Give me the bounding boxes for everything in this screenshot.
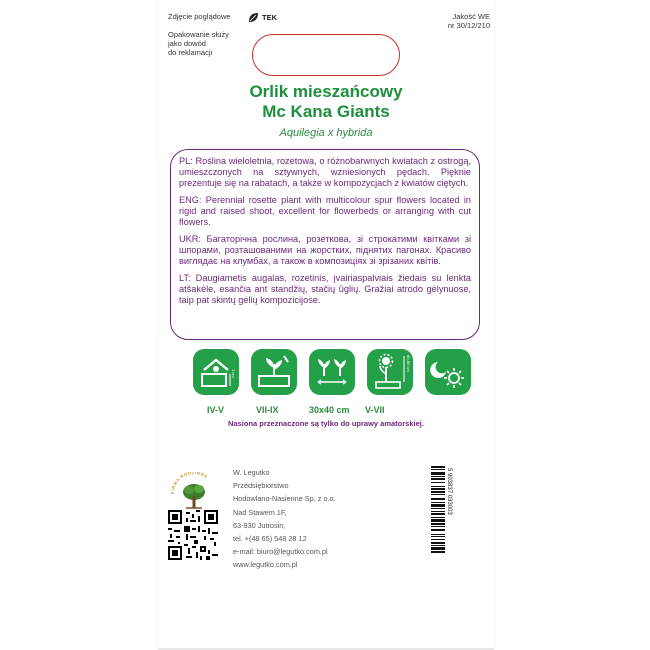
complaint-line-2: jako dowód — [168, 39, 206, 48]
quality-line-2: nr 30/12/210 — [447, 21, 490, 30]
barcode-bar — [431, 466, 445, 468]
label-sowing: IV-V — [207, 405, 225, 415]
barcode-bar — [431, 488, 445, 490]
barcode-bar — [431, 551, 445, 553]
leaf-icon — [248, 12, 259, 23]
latin-name: Aquilegia x hybrida — [279, 127, 373, 139]
barcode — [431, 464, 453, 580]
plant-height: 60-80 cm — [406, 355, 411, 372]
amateur-note: Nasiona przeznaczone są tylko do uprawy amatorskiej. — [228, 419, 424, 428]
description-ukr: UKR: Багаторічна рослина, розеткова, зі строкатими квітками зі шпорами, розташованими на жорстких, піднятих пагонах. Красиво виглядає на клумбах, а також в композиціях зі зрізаних квітів. — [179, 234, 471, 266]
photo-note: Zdjęcie poglądowe — [168, 12, 231, 21]
tek-logo — [248, 12, 277, 23]
barcode-bar — [431, 536, 445, 537]
label-spacing: 30x40 cm — [309, 405, 350, 415]
barcode-bar — [431, 469, 445, 470]
company-email: e-mail: biuro@legutko.com.pl — [233, 547, 328, 557]
company-line: Przedsiębiorstwo — [233, 481, 289, 491]
barcode-bar — [431, 534, 445, 535]
quality-block — [410, 12, 490, 30]
barcode-bar — [431, 482, 445, 483]
barcode-bar — [431, 542, 445, 544]
description-box — [170, 149, 480, 340]
qr-code — [168, 510, 218, 565]
planting-icon — [251, 349, 297, 395]
barcode-bar — [431, 511, 445, 512]
description-en: ENG: Perennial rosette plant with multicolour spur flowers located in rigid and raised shoot, excellent for flowerbeds or arranging with cut flowers. — [179, 195, 471, 227]
barcode-bar — [431, 519, 445, 522]
quality-line-1: Jakość WE — [452, 12, 490, 21]
cultivation-icons — [193, 349, 471, 395]
label-planting: VII-IX — [256, 405, 279, 415]
barcode-bar — [431, 486, 445, 487]
company-line: Hodowlano-Nasienne Sp. z o.o. — [233, 494, 336, 504]
barcode-bar — [431, 502, 445, 503]
batch-stamp-oval — [252, 34, 400, 76]
sowing-icon — [193, 349, 239, 395]
sow-depth: 1 cm — [231, 369, 236, 378]
flowering-height-icon — [367, 349, 413, 395]
barcode-bar — [431, 517, 445, 518]
barcode-bar — [431, 545, 445, 546]
barcode-bar — [431, 526, 445, 527]
logo-text: TEK — [262, 13, 277, 22]
barcode-number: 5 903837 033003 — [446, 468, 452, 515]
barcode-bar — [431, 494, 445, 495]
complaint-note — [168, 30, 238, 57]
company-phone: tel. +(48 65) 548 28 12 — [233, 534, 307, 544]
description-lt: LT: Daugiametis augalas, rozetinis, įvairiaspalviais žiedais su lenkta atšakėle, esančia ant standžių, stačių ūglių. Gražiai atrodo gėlynuose, taip pat skintų gėlių kompozicijose. — [179, 273, 471, 305]
icon-labels — [193, 405, 453, 417]
barcode-bar — [431, 547, 445, 550]
company-line: W. Legutko — [233, 468, 270, 477]
barcode-bar — [431, 476, 445, 477]
barcode-bar — [431, 513, 445, 515]
barcode-bar — [431, 504, 445, 507]
barcode-bar — [431, 472, 445, 475]
barcode-bar — [431, 523, 445, 525]
barcode-bar — [431, 529, 445, 531]
company-line: 63-930 Jutrosin, — [233, 520, 286, 530]
spacing-icon — [309, 349, 355, 395]
barcode-bar — [431, 498, 445, 500]
description-pl: PL: Roślina wieloletnia, rozetowa, o różnobarwnych kwiatach z ostrogą, umieszczonych na sztywnych, wzniesionych pędach. Pięknie prezentuje się na rabatach, a także w kompozycjach z kwiatów ciętych. — [179, 156, 471, 188]
sun-shade-icon — [425, 349, 471, 395]
product-name-line-2: Mc Kana Giants — [262, 102, 390, 121]
barcode-bar — [431, 491, 445, 493]
company-line: Nad Stawem 1F, — [233, 507, 287, 517]
barcode-bar — [431, 478, 445, 480]
complaint-line-3: do reklamacji — [168, 48, 213, 57]
svg-text:FIRMA RODZINNA: FIRMA RODZINNA — [169, 472, 209, 495]
product-name-line-1: Orlik mieszańcowy — [249, 82, 403, 101]
barcode-bar — [431, 508, 445, 509]
company-website: www.legutko.com.pl — [233, 560, 298, 570]
barcode-bar — [431, 539, 445, 540]
label-flowering: V-VII — [365, 405, 385, 415]
company-info — [233, 466, 336, 572]
complaint-line-1: Opakowanie służy — [168, 30, 229, 39]
